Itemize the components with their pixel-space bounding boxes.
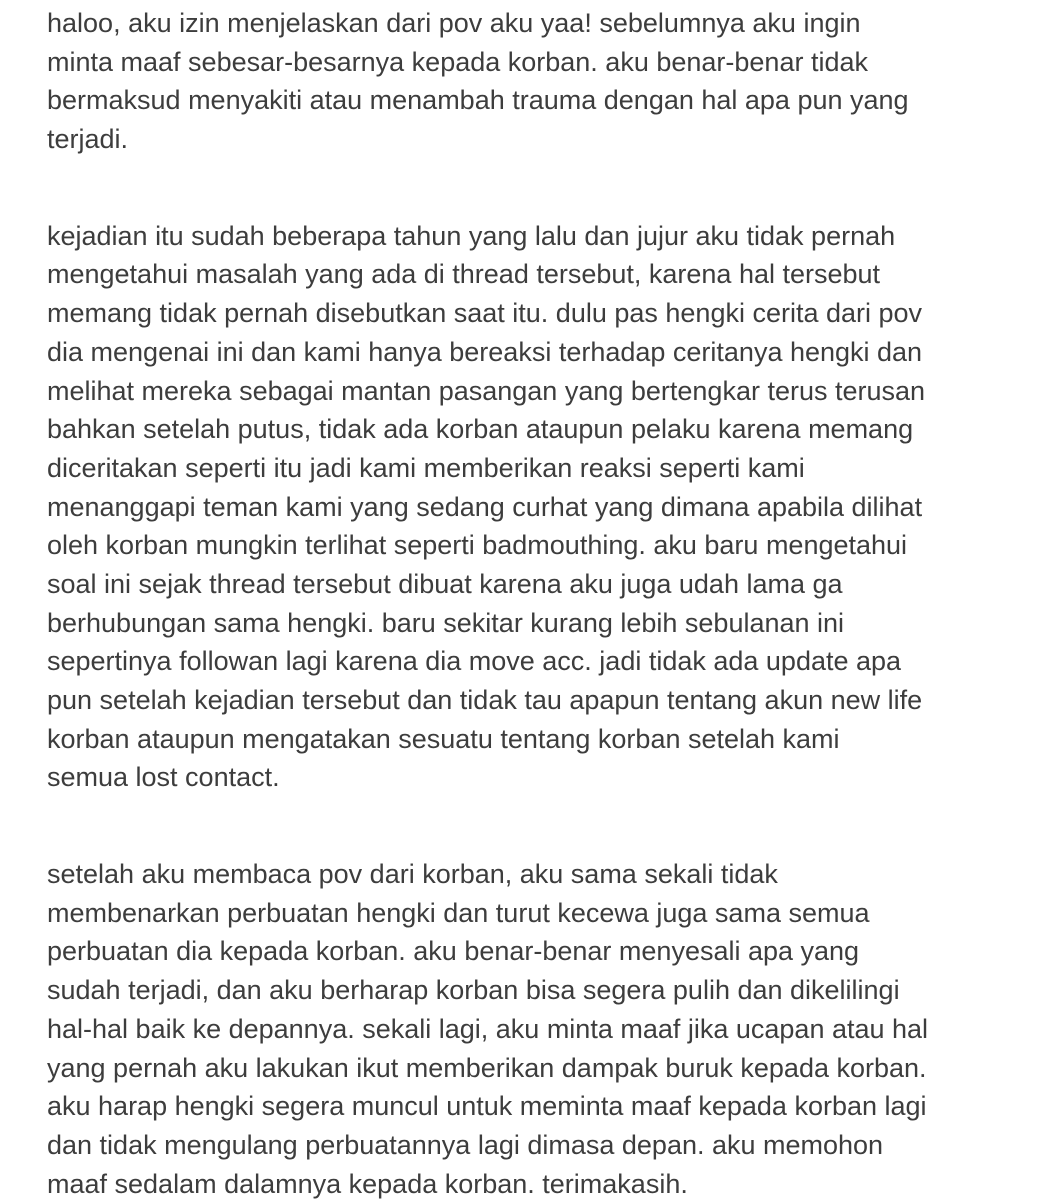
text-line: menanggapi teman kami yang sedang curhat yang dimana apabila dilihat [47,491,923,522]
text-line: oleh korban mungkin terlihat seperti badmouthing. aku baru mengetahui [47,530,908,561]
text-line: sepertinya followan lagi karena dia move acc. jadi tidak ada update apa [47,646,902,677]
text-line: bahkan setelah putus, tidak ada korban ataupun pelaku karena memang [47,414,914,445]
text-line: minta maaf sebesar-besarnya kepada korban. aku benar-benar tidak [47,46,868,77]
text-line: kejadian itu sudah beberapa tahun yang lalu dan jujur aku tidak pernah [47,220,896,251]
text-line: perbuatan dia kepada korban. aku benar-benar menyesali apa yang [47,936,860,967]
text-line: dia mengenai ini dan kami hanya bereaksi terhadap ceritanya hengki dan [47,336,923,367]
paragraph-3 [47,855,1038,1203]
paragraph-1 [47,4,1038,159]
text-line: memang tidak pernah disebutkan saat itu. dulu pas hengki cerita dari pov [47,298,923,329]
text-line: setelah aku membaca pov dari korban, aku sama sekali tidak [47,859,778,890]
text-line: yang pernah aku lakukan ikut memberikan dampak buruk kepada korban. [47,1052,927,1083]
text-line: maaf sedalam dalamnya kepada korban. terimakasih. [47,1168,688,1199]
paragraph-2 [47,217,1038,797]
text-line: diceritakan seperti itu jadi kami memberikan reaksi seperti kami [47,452,805,483]
text-line: bermaksud menyakiti atau menambah trauma dengan hal apa pun yang [47,85,909,116]
paragraph-gap [47,797,1038,855]
text-line: semua lost contact. [47,762,280,793]
text-line: pun setelah kejadian tersebut dan tidak tau apapun tentang akun new life [47,685,923,715]
text-line: dan tidak mengulang perbuatannya lagi dimasa depan. aku memohon [47,1129,884,1160]
text-line: haloo, aku izin menjelaskan dari pov aku yaa! sebelumnya aku ingin [47,8,861,38]
text-line: membenarkan perbuatan hengki dan turut kecewa juga sama semua [47,897,870,928]
text-line: aku harap hengki segera muncul untuk meminta maaf kepada korban lagi [47,1091,927,1122]
text-line: soal ini sejak thread tersebut dibuat karena aku juga udah lama ga [47,568,843,599]
text-line: hal-hal baik ke depannya. sekali lagi, aku minta maaf jika ucapan atau hal [47,1013,929,1044]
text-line: berhubungan sama hengki. baru sekitar kurang lebih sebulanan ini [47,607,845,638]
text-line: korban ataupun mengatakan sesuatu tentang korban setelah kami [47,723,840,754]
text-line: melihat mereka sebagai mantan pasangan yang bertengkar terus terusan [47,375,926,406]
paragraph-gap [47,159,1038,217]
text-line: terjadi. [47,124,129,155]
text-line: sudah terjadi, dan aku berharap korban bisa segera pulih dan dikelilingi [47,975,900,1006]
text-line: mengetahui masalah yang ada di thread tersebut, karena hal tersebut [47,259,881,290]
